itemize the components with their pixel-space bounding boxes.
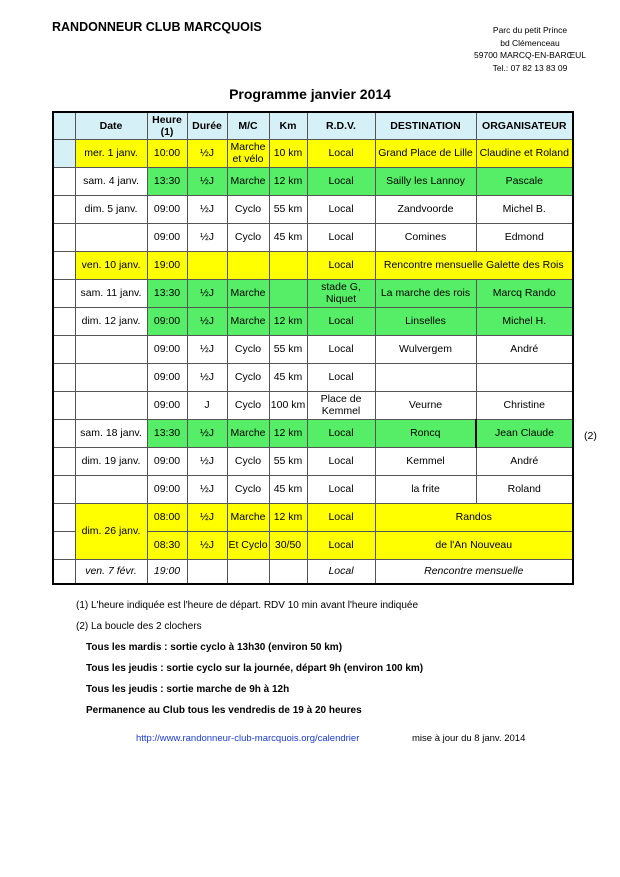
cell-time: 09:00 [147,363,187,391]
cell-type: Et Cyclo [227,531,269,559]
cell-time: 09:00 [147,195,187,223]
cell-duration: ½J [187,363,227,391]
cell-duration: ½J [187,279,227,307]
cell-organizer [476,363,573,391]
cell-destination: Randos [375,503,573,531]
cell-date [75,335,147,363]
cell-duration [187,559,227,584]
cell-duration: ½J [187,531,227,559]
spacer-cell [53,475,75,503]
cell-rdv: Local [307,167,375,195]
cell-destination: Kemmel [375,447,476,475]
cell-organizer: Michel B. [476,195,573,223]
cell-km: 55 km [269,335,307,363]
page-title: Programme janvier 2014 [229,86,391,102]
cell-date: dim. 19 janv. [75,447,147,475]
cell-destination: Zandvoorde [375,195,476,223]
spacer-cell [53,251,75,279]
cell-time: 08:00 [147,503,187,531]
address-line: 59700 MARCQ-EN-BARŒUL [474,50,586,60]
cell-date: dim. 5 janv. [75,195,147,223]
spacer-cell [53,139,75,167]
cell-km: 30/50 [269,531,307,559]
cell-date [75,391,147,419]
cell-type: Cyclo [227,363,269,391]
table-row [53,167,573,195]
cell-rdv: Local [307,475,375,503]
address-line: Tel.: 07 82 13 83 09 [492,62,568,73]
schedule-line: Tous les jeudis : sortie cyclo sur la journée, départ 9h (environ 100 km) [86,663,424,674]
cell-destination: Rencontre mensuelle [375,559,573,584]
cell-km: 12 km [269,419,307,447]
cell-duration: ½J [187,503,227,531]
cell-organizer: Edmond [476,223,573,251]
cell-duration: ½J [187,447,227,475]
cell-time: 09:00 [147,335,187,363]
cell-organizer: André [476,335,573,363]
cell-km: 12 km [269,307,307,335]
spacer-cell [53,447,75,475]
cell-destination: Comines [375,223,476,251]
cell-organizer: Roland [476,475,573,503]
cell-type: Marche [227,279,269,307]
cell-destination: Veurne [375,391,476,419]
table-row [53,335,573,363]
cell-duration: ½J [187,475,227,503]
table-row [53,447,573,475]
cell-rdv: Place de Kemmel [307,391,375,419]
cell-rdv: Local [307,307,375,335]
cell-duration: ½J [187,139,227,167]
cell-type: Cyclo [227,475,269,503]
cell-time: 19:00 [147,559,187,584]
cell-km: 12 km [269,167,307,195]
cell-duration: ½J [187,307,227,335]
cell-duration: ½J [187,195,227,223]
cell-organizer: Claudine et Roland [476,139,573,167]
spacer-cell [53,419,75,447]
cell-time: 19:00 [147,251,187,279]
cell-type [227,559,269,584]
spacer-cell [53,223,75,251]
table-row [53,279,573,307]
cell-km: 12 km [269,503,307,531]
cell-rdv: Local [307,139,375,167]
cell-km: 45 km [269,363,307,391]
cell-date [75,475,147,503]
table-row [53,139,573,167]
cell-rdv: Local [307,559,375,584]
schedule-line: Tous les jeudis : sortie marche de 9h à 12h [86,684,290,695]
calendar-link[interactable]: http://www.randonneur-club-marcquois.org/calendrier [136,733,360,744]
cell-date: ven. 7 févr. [75,559,147,584]
header-destination: DESTINATION [375,112,476,139]
cell-destination: Roncq [375,419,476,447]
cell-time: 13:30 [147,419,187,447]
cell-km: 45 km [269,223,307,251]
cell-type: Marche [227,167,269,195]
spacer-cell [53,559,75,584]
spacer-cell [53,391,75,419]
cell-type: Marche et vélo [227,139,269,167]
cell-organizer: Michel H. [476,307,573,335]
cell-type: Marche [227,307,269,335]
cell-rdv: Local [307,251,375,279]
cell-organizer: André [476,447,573,475]
cell-km: 55 km [269,195,307,223]
cell-destination: de l'An Nouveau [375,531,573,559]
cell-time: 09:00 [147,475,187,503]
cell-time: 09:00 [147,307,187,335]
cell-km: 10 km [269,139,307,167]
cell-date: sam. 18 janv. [75,419,147,447]
table-row [53,307,573,335]
cell-time: 08:30 [147,531,187,559]
cell-date: dim. 26 janv. [75,503,147,559]
cell-organizer: Jean Claude [476,419,573,447]
cell-type: Cyclo [227,223,269,251]
header-date: Date [75,112,147,139]
cell-km: 100 km [269,391,307,419]
address-line: Parc du petit Prince [492,25,568,35]
cell-time: 09:00 [147,223,187,251]
cell-date: sam. 4 janv. [75,167,147,195]
spacer-cell [53,531,75,559]
program-table [52,111,574,585]
schedule-line: Tous les mardis : sortie cyclo à 13h30 (environ 50 km) [86,642,343,653]
cell-date: mer. 1 janv. [75,139,147,167]
address-line: bd Clémenceau [500,37,560,48]
cell-km [269,251,307,279]
cell-duration: ½J [187,167,227,195]
cell-type [227,251,269,279]
cell-km [269,559,307,584]
spacer-cell [53,195,75,223]
cell-destination: Sailly les Lannoy [375,167,476,195]
spacer-cell [53,279,75,307]
header-time: Heure (1) [147,112,187,139]
cell-rdv: stade G, Niquet [307,279,375,307]
table-row [53,363,573,391]
cell-rdv: Local [307,363,375,391]
club-address [455,24,605,74]
spacer-cell [53,363,75,391]
cell-destination: Grand Place de Lille [375,139,476,167]
cell-km: 45 km [269,475,307,503]
footnote-2: (2) La boucle des 2 clochers [76,621,202,632]
cell-duration: ½J [187,419,227,447]
schedule-line: Permanence au Club tous les vendredis de 19 à 20 heures [86,705,362,716]
spacer-cell [53,167,75,195]
header-rdv: R.D.V. [307,112,375,139]
cell-destination [375,363,476,391]
cell-time: 10:00 [147,139,187,167]
cell-destination: la frite [375,475,476,503]
cell-destination: La marche des rois [375,279,476,307]
cell-rdv: Local [307,419,375,447]
header-type: M/C [227,112,269,139]
header-km: Km [269,112,307,139]
cell-type: Cyclo [227,391,269,419]
cell-rdv: Local [307,223,375,251]
club-name: RANDONNEUR CLUB MARCQUOIS [52,20,262,34]
cell-type: Cyclo [227,195,269,223]
cell-rdv: Local [307,447,375,475]
cell-date: ven. 10 janv. [75,251,147,279]
side-note: (2) [584,430,597,442]
spacer-cell [53,307,75,335]
cell-rdv: Local [307,195,375,223]
table-row [53,419,573,447]
cell-date: dim. 12 janv. [75,307,147,335]
cell-duration [187,251,227,279]
cell-duration: ½J [187,335,227,363]
table-row [53,475,573,503]
cell-organizer: Marcq Rando [476,279,573,307]
cell-time: 09:00 [147,391,187,419]
cell-rdv: Local [307,503,375,531]
cell-destination: Linselles [375,307,476,335]
cell-duration: J [187,391,227,419]
footnote-1: (1) L'heure indiquée est l'heure de départ. RDV 10 min avant l'heure indiquée [76,600,419,611]
cell-duration: ½J [187,223,227,251]
table-row [53,195,573,223]
header-duration: Durée [187,112,227,139]
cell-type: Marche [227,419,269,447]
cell-date [75,223,147,251]
table-row [53,391,573,419]
cell-time: 09:00 [147,447,187,475]
table-row [53,223,573,251]
cell-destination: Rencontre mensuelle Galette des Rois [375,251,573,279]
spacer-cell [53,335,75,363]
header-organizer: ORGANISATEUR [476,112,573,139]
header-spacer [53,112,75,139]
cell-km: 55 km [269,447,307,475]
cell-organizer: Pascale [476,167,573,195]
cell-type: Marche [227,503,269,531]
cell-type: Cyclo [227,335,269,363]
cell-date: sam. 11 janv. [75,279,147,307]
update-date: mise à jour du 8 janv. 2014 [412,733,526,744]
spacer-cell [53,503,75,531]
cell-time: 13:30 [147,167,187,195]
cell-destination: Wulvergem [375,335,476,363]
cell-date [75,363,147,391]
cell-rdv: Local [307,335,375,363]
cell-type: Cyclo [227,447,269,475]
cell-km [269,279,307,307]
cell-rdv: Local [307,531,375,559]
table-row [53,503,573,531]
cell-organizer: Christine [476,391,573,419]
table-row [53,559,573,584]
cell-time: 13:30 [147,279,187,307]
table-row [53,251,573,279]
